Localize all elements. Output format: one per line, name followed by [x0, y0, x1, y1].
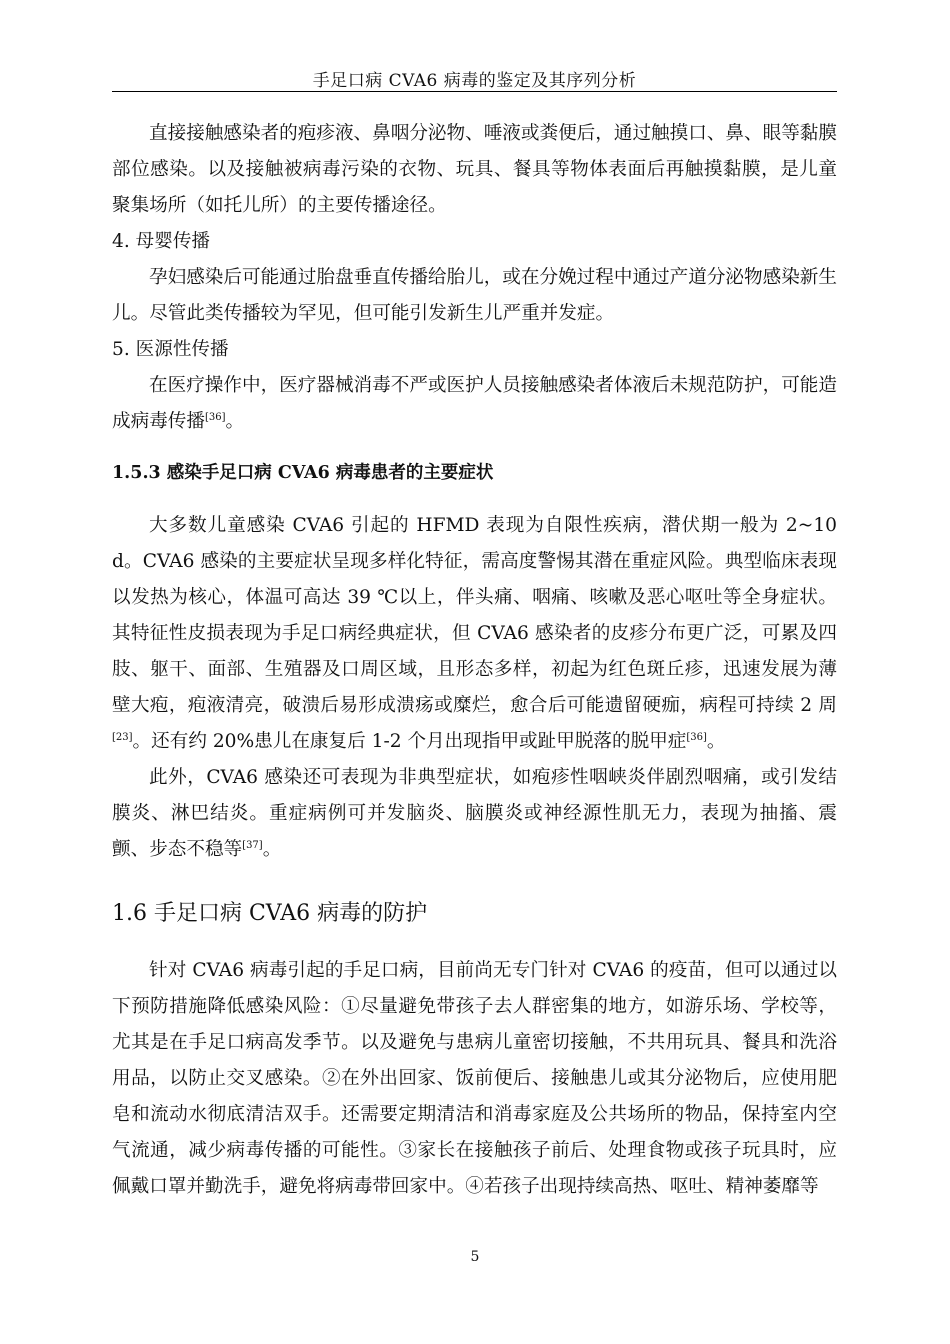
citation-ref: [23]: [112, 732, 133, 743]
paragraph-mother-infant: 孕妇感染后可能通过胎盘垂直传播给胎儿，或在分娩过程中通过产道分泌物感染新生儿。尽管此类传播较为罕见，但可能引发新生儿严重并发症。: [112, 267, 837, 324]
paragraph-end: 。: [262, 839, 282, 860]
paragraph-text: 在医疗操作中，医疗器械消毒不严或医护人员接触感染者体液后未规范防护，可能造成病毒传播: [112, 375, 837, 432]
paragraph-text: 此外，CVA6 感染还可表现为非典型症状，如疱疹性咽峡炎伴剧烈咽痛，或引发结膜炎、淋巴结炎。重症病例可并发脑炎、脑膜炎或神经源性肌无力，表现为抽搐、震颤、步态不稳等: [112, 767, 837, 860]
citation-ref: [37]: [242, 840, 263, 851]
paragraph-end: 。: [225, 411, 245, 432]
header-divider: [112, 91, 837, 92]
section-heading-1-5-3: 1.5.3 感染手足口病 CVA6 病毒患者的主要症状: [112, 463, 494, 483]
paragraph-symptoms: [112, 508, 837, 760]
paragraph-atypical-symptoms: [112, 760, 837, 868]
paragraph-end: 。: [706, 731, 726, 752]
list-item-mother-infant: 4. 母婴传播: [112, 231, 211, 252]
page-number: 5: [470, 1249, 480, 1265]
paragraph-text: 大多数儿童感染 CVA6 引起的 HFMD 表现为自限性疾病，潜伏期一般为 2~10 d。CVA6 感染的主要症状呈现多样化特征，需高度警惕其潜在重症风险。典型临床表现以发热为核心，体温可高达 39 ℃以上，伴头痛、咽痛、咳嗽及恶心呕吐等全身症状。其特征性皮损表现为手足口病经典症状，但 CVA6 感染者的皮疹分布更广泛，可累及四肢、躯干、面部、生殖器及口周区域，且形态多样，初起为红色斑丘疹，迅速发展为薄壁大疱，疱液清亮，破溃后易形成溃疡或糜烂，愈合后可能遗留硬痂，病程可持续 2 周: [112, 515, 837, 716]
citation-ref: [36]: [204, 412, 226, 423]
body-text: [112, 116, 837, 1205]
paragraph-text: 。还有约 20%患儿在康复后 1-2 个月出现指甲或趾甲脱落的脱甲症: [132, 731, 687, 752]
paragraph-prevention: 针对 CVA6 病毒引起的手足口病，目前尚无专门针对 CVA6 的疫苗，但可以通过以下预防措施降低感染风险：①尽量避免带孩子去人群密集的地方，如游乐场、学校等，尤其是在手足口病高发季节。以及避免与患病儿童密切接触，不共用玩具、餐具和洗浴用品，以防止交叉感染。②在外出回家、饭前便后、接触患儿或其分泌物后，应使用肥皂和流动水彻底清洁双手。还需要定期清洁和消毒家庭及公共场所的物品，保持室内空气流通，减少病毒传播的可能性。③家长在接触孩子前后、处理食物或孩子玩具时，应佩戴口罩并勤洗手，避免将病毒带回家中。④若孩子出现持续高热、呕吐、精神萎靡等: [112, 960, 837, 1197]
list-item-iatrogenic: 5. 医源性传播: [112, 339, 229, 360]
paragraph-iatrogenic: [112, 368, 837, 440]
section-heading-1-6: 1.6 手足口病 CVA6 病毒的防护: [112, 901, 428, 926]
paragraph-contact-transmission: 直接接触感染者的疱疹液、鼻咽分泌物、唾液或粪便后，通过触摸口、鼻、眼等黏膜部位感染。以及接触被病毒污染的衣物、玩具、餐具等物体表面后再触摸黏膜，是儿童聚集场所（如托儿所）的主要传播途径。: [112, 123, 837, 216]
citation-ref: [36]: [686, 732, 707, 743]
running-header: 手足口病 CVA6 病毒的鉴定及其序列分析: [312, 71, 637, 91]
